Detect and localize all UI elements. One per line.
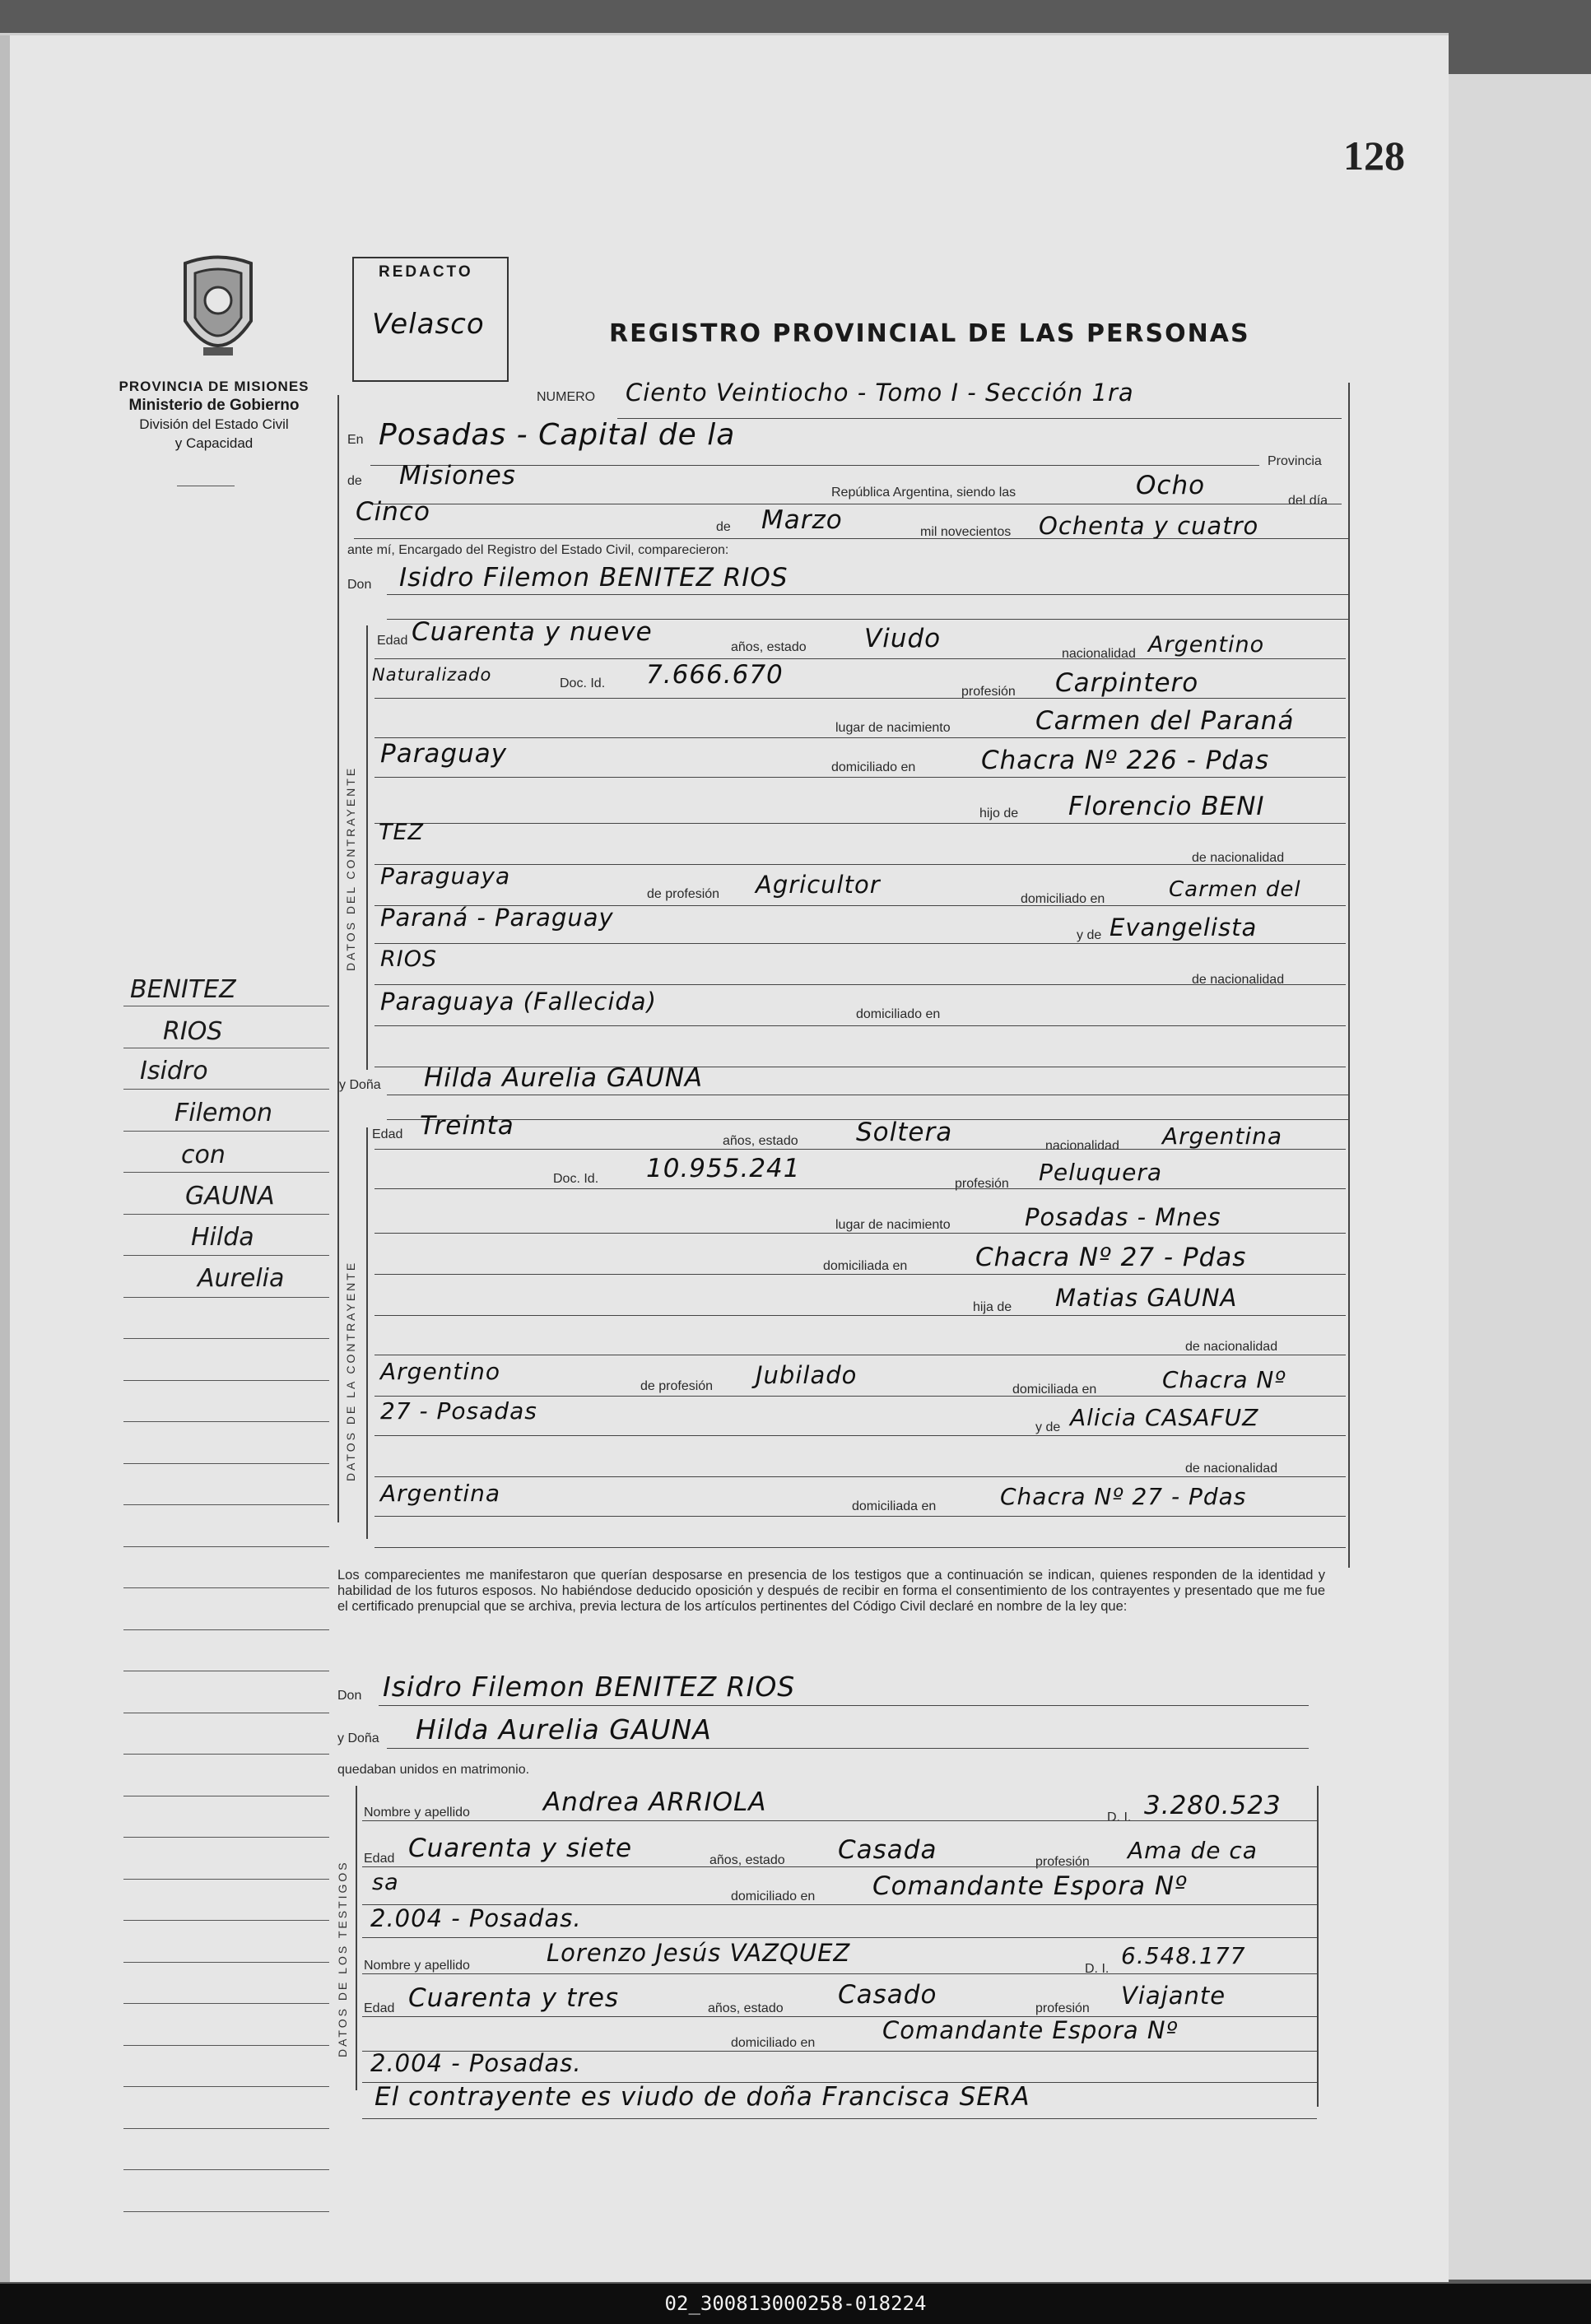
hw-c1-profesion: Carpintero	[1055, 668, 1199, 698]
contrayente-1-box	[366, 625, 368, 1070]
hw-c2-madre-nac: Argentina	[380, 1480, 501, 1507]
hw-c1-nacionalidad: Argentino	[1148, 632, 1265, 658]
line	[374, 984, 1346, 985]
hw-de-provincia: Misiones	[399, 461, 516, 490]
margin-rule-line	[123, 1463, 329, 1464]
label-hija-de: hija de	[973, 1300, 1012, 1314]
hw-mes: Marzo	[761, 505, 843, 535]
hw-t1-profesion2: sa	[372, 1870, 399, 1895]
line	[374, 777, 1346, 778]
page-number: 128	[1343, 132, 1405, 179]
margin-name-1: BENITEZ	[130, 975, 236, 1004]
hw-c1-padre-prof: Agricultor	[756, 871, 881, 899]
label-de-profesion-1: de profesión	[647, 887, 720, 901]
hw-dona: Hilda Aurelia GAUNA	[424, 1063, 704, 1093]
office-line-4: y Capacidad	[174, 435, 254, 451]
redacto-label: REDACTO	[379, 263, 473, 281]
hw-c2-madre: Alicia CASAFUZ	[1070, 1404, 1259, 1431]
hw-numero: Ciento Veintiocho - Tomo I - Sección 1ra	[626, 379, 1134, 407]
testigos-right	[1317, 1786, 1319, 2107]
line	[354, 538, 1350, 539]
label-don: Don	[347, 578, 372, 592]
margin-rule-line	[123, 1214, 329, 1215]
margin-rule-line	[123, 2003, 329, 2004]
redacto-signature: Velasco	[372, 308, 485, 341]
label-doc-2: Doc. Id.	[553, 1172, 599, 1186]
margin-rule-line	[123, 1920, 329, 1921]
label-numero: NUMERO	[537, 390, 596, 404]
line	[374, 1274, 1346, 1275]
hw-c1-naturalizado: Naturalizado	[372, 665, 492, 685]
margin-rule-line	[123, 2086, 329, 2087]
margin-rule-line	[123, 1837, 329, 1838]
margin-rule-line	[123, 1587, 329, 1588]
margin-name-3: Isidro	[140, 1057, 208, 1085]
margin-rule-line	[123, 2169, 329, 2170]
line	[374, 1476, 1346, 1477]
label-en: En	[347, 433, 364, 447]
label-anos-estado-t1: años, estado	[709, 1853, 785, 1867]
label-nacionalidad-1: nacionalidad	[1062, 647, 1136, 661]
frame-right	[1348, 383, 1350, 1568]
label-de-profesion-2: de profesión	[640, 1379, 714, 1393]
label-domiciliada-2: domiciliada en	[823, 1259, 908, 1273]
frame-left	[337, 395, 339, 1522]
file-id-bar: 02_300813000258-018224	[0, 2284, 1591, 2324]
line	[374, 943, 1346, 944]
hw-t1-profesion: Ama de ca	[1128, 1837, 1258, 1864]
label-mil-novecientos: mil novecientos	[920, 525, 1012, 539]
hw-c2-doc: 10.955.241	[646, 1154, 801, 1183]
line	[374, 1233, 1346, 1234]
label-de-nacionalidad-2b: de nacionalidad	[1185, 1462, 1278, 1476]
office-line-2: Ministerio de Gobierno	[128, 397, 300, 414]
hw-t1-edad: Cuarenta y siete	[408, 1834, 633, 1863]
label-anos-estado-2: años, estado	[723, 1134, 798, 1148]
line	[374, 864, 1346, 865]
document-title: REGISTRO PROVINCIAL DE LAS PERSONAS	[609, 319, 1250, 348]
page-stack-edge	[1449, 74, 1591, 2280]
margin-rule-line	[123, 1504, 329, 1505]
line	[374, 1435, 1346, 1436]
book-binding	[0, 35, 10, 2282]
label-doc-1: Doc. Id.	[560, 676, 606, 690]
hw-c2-estado: Soltera	[856, 1118, 953, 1147]
hw-c2-lugar-nac: Posadas - Mnes	[1025, 1203, 1221, 1231]
margin-rule-line	[123, 1754, 329, 1755]
label-domiciliado-padre-1: domiciliado en	[1021, 892, 1105, 906]
hw-c2-padre-nac: Argentino	[380, 1358, 501, 1385]
office-line-1: PROVINCIA DE MISIONES	[119, 379, 309, 394]
hw-c1-lugar-nac: Carmen del Paraná	[1035, 706, 1295, 736]
hw-t1-domicilio: Comandante Espora Nº	[872, 1871, 1188, 1901]
label-ante-mi: ante mí, Encargado del Registro del Estado Civil, comparecieron:	[347, 543, 729, 557]
hw-don: Isidro Filemon BENITEZ RIOS	[399, 563, 789, 593]
line	[374, 1149, 1346, 1150]
label-datos-contrayente-2: DATOS DE LA CONTRAYENTE	[344, 1260, 357, 1481]
label-y-de-1: y de	[1077, 928, 1102, 942]
margin-rule-line	[123, 2128, 329, 2129]
margin-name-4: Filemon	[174, 1099, 272, 1127]
label-de-nacionalidad-2: de nacionalidad	[1185, 1340, 1278, 1354]
legal-paragraph: Los comparecientes me manifestaron que querían desposarse en presencia de los testigos que a continuación se indican, quienes responden de la identidad y habilidad de los futuros esposos. No habiéndose deducido oposición y después de recibir en forma el consentimiento de los contrayentes y presentado que me fue el certificado prenupcial que se archiva, previa lectura de los artículos pertinentes del Código Civil declaré en nombre de la ley que:	[337, 1568, 1325, 1614]
label-datos-testigos: DATOS DE LOS TESTIGOS	[336, 1860, 349, 2057]
line	[374, 737, 1346, 738]
margin-rule-line	[123, 2211, 329, 2212]
margin-rule-line	[123, 1255, 329, 1256]
hw-c1-madre2: RIOS	[380, 946, 438, 972]
label-anos-estado-1: años, estado	[731, 640, 807, 654]
line	[374, 1516, 1346, 1517]
hw-t2-domicilio: Comandante Espora Nº	[882, 2016, 1179, 2044]
hw-decl-don: Isidro Filemon BENITEZ RIOS	[383, 1671, 796, 1703]
hw-c1-hijo-de: Florencio BENI	[1068, 792, 1265, 821]
margin-rule-line	[123, 1338, 329, 1339]
label-de-nacionalidad-1b: de nacionalidad	[1192, 973, 1285, 987]
hw-t1-estado: Casada	[838, 1835, 937, 1865]
margin-name-7: Hilda	[191, 1223, 254, 1252]
contrayente-2-box	[366, 1127, 368, 1539]
line	[362, 2118, 1317, 2119]
line	[374, 1396, 1346, 1397]
margin-rule-line	[123, 1421, 329, 1422]
hw-t2-estado: Casado	[838, 1980, 937, 2010]
hw-t1-di: 3.280.523	[1144, 1791, 1282, 1820]
label-hijo-de: hijo de	[979, 806, 1019, 820]
label-de-mes: de	[716, 520, 731, 534]
margin-rule-line	[123, 1089, 329, 1090]
line	[387, 1748, 1309, 1749]
margin-rule-line	[123, 1297, 329, 1298]
margin-rule-line	[123, 1172, 329, 1173]
label-profesion-1: profesión	[961, 685, 1016, 699]
hw-c1-edad: Cuarenta y nueve	[412, 617, 653, 647]
hw-en: Posadas - Capital de la	[379, 418, 736, 452]
label-lugar-nac-2: lugar de nacimiento	[835, 1218, 951, 1232]
hw-c2-padre-dom: Chacra Nº	[1162, 1366, 1286, 1393]
hw-t1-nombre: Andrea ARRIOLA	[543, 1787, 767, 1817]
label-de: de	[347, 474, 362, 488]
line	[362, 1866, 1317, 1867]
label-domiciliada-padre-2: domiciliada en	[1012, 1383, 1097, 1397]
hw-t2-di: 6.548.177	[1121, 1942, 1246, 1969]
hw-c1-padre-dom: Carmen del	[1169, 877, 1301, 902]
label-nacionalidad-2: nacionalidad	[1045, 1139, 1119, 1153]
label-edad-1: Edad	[377, 634, 408, 648]
margin-rule-line	[123, 1131, 329, 1132]
line	[362, 1937, 1317, 1938]
hw-t1-domicilio2: 2.004 - Posadas.	[370, 1904, 582, 1932]
label-domiciliado-1: domiciliado en	[831, 760, 916, 774]
redacto-box	[352, 257, 509, 382]
hw-c2-domicilio: Chacra Nº 27 - Pdas	[975, 1243, 1247, 1272]
hw-c1-madre-nac: Paraguaya (Fallecida)	[380, 988, 657, 1016]
label-nombre-t1: Nombre y apellido	[364, 1806, 470, 1820]
label-profesion-t1: profesión	[1035, 1855, 1090, 1869]
hw-c1-doc: 7.666.670	[646, 660, 784, 690]
margin-rule-line	[123, 1380, 329, 1381]
label-dona: y Doña	[339, 1078, 381, 1092]
hw-c2-edad: Treinta	[420, 1111, 514, 1141]
hw-dia: Cinco	[356, 497, 430, 527]
hw-c1-estado: Viudo	[864, 624, 942, 653]
margin-name-5: con	[181, 1141, 226, 1169]
label-del-dia: del día	[1288, 494, 1328, 508]
hw-c2-nacionalidad: Argentina	[1162, 1122, 1283, 1150]
hw-c2-profesion: Peluquera	[1039, 1159, 1163, 1186]
label-anos-estado-t2: años, estado	[708, 2001, 784, 2015]
hw-t2-profesion: Viajante	[1121, 1982, 1226, 2010]
label-edad-t2: Edad	[364, 2001, 395, 2015]
hw-nota: El contrayente es viudo de doña Francisca SERA	[374, 2082, 1030, 2112]
margin-name-8: Aurelia	[198, 1264, 285, 1293]
line	[374, 823, 1346, 824]
label-domiciliada-madre-2: domiciliada en	[852, 1499, 937, 1513]
hw-c2-hija-de: Matias GAUNA	[1055, 1284, 1238, 1312]
margin-name-6: GAUNA	[185, 1182, 275, 1211]
office-header	[95, 377, 333, 453]
label-di-t2: D. I.	[1085, 1962, 1110, 1976]
label-edad-t1: Edad	[364, 1852, 395, 1866]
hw-c1-padre-nac: Paraguaya	[380, 862, 511, 890]
label-de-nacionalidad-1: de nacionalidad	[1192, 851, 1285, 865]
hw-hora: Ocho	[1136, 471, 1206, 500]
label-don-decl: Don	[337, 1689, 362, 1703]
label-domiciliado-madre-1: domiciliado en	[856, 1007, 941, 1021]
hw-t2-domicilio2: 2.004 - Posadas.	[370, 2049, 582, 2077]
hw-c2-padre-dom2: 27 - Posadas	[380, 1397, 537, 1425]
margin-rule-line	[123, 1629, 329, 1630]
hw-c1-padre-dom2: Paraná - Paraguay	[380, 904, 614, 932]
line	[374, 658, 1346, 659]
margin-rule-line	[123, 2045, 329, 2046]
hw-c1-hijo-de2: TEZ	[379, 820, 425, 845]
hw-anio: Ochenta y cuatro	[1039, 512, 1259, 540]
line	[374, 698, 1346, 699]
label-lugar-nac-1: lugar de nacimiento	[835, 721, 951, 735]
hw-c2-madre-dom: Chacra Nº 27 - Pdas	[1000, 1483, 1247, 1510]
label-di-t1: D. I.	[1107, 1810, 1132, 1824]
margin-rule-line	[123, 1879, 329, 1880]
hw-c1-madre: Evangelista	[1110, 913, 1258, 941]
label-quedaban: quedaban unidos en matrimonio.	[337, 1763, 530, 1777]
line	[374, 1547, 1346, 1548]
label-y-de-2: y de	[1035, 1420, 1061, 1434]
label-nombre-t2: Nombre y apellido	[364, 1959, 470, 1973]
hw-c1-domicilio: Chacra Nº 226 - Pdas	[981, 746, 1270, 775]
label-domiciliado-t1: domiciliado en	[731, 1889, 816, 1903]
line	[379, 1705, 1309, 1706]
line	[362, 1820, 1317, 1821]
line	[362, 1973, 1317, 1974]
office-line-3: División del Estado Civil	[139, 416, 289, 432]
label-edad-2: Edad	[372, 1127, 403, 1141]
hw-c1-lugar-nac2: Paraguay	[380, 739, 508, 769]
margin-rule-line	[123, 1962, 329, 1963]
testigos-box	[356, 1786, 357, 2090]
hw-c2-padre-prof: Jubilado	[756, 1361, 858, 1389]
label-dona-decl: y Doña	[337, 1731, 379, 1745]
line	[374, 1315, 1346, 1316]
margin-name-2: RIOS	[163, 1017, 223, 1046]
label-profesion-t2: profesión	[1035, 2001, 1090, 2015]
provincial-seal-icon	[169, 255, 267, 370]
line	[374, 1188, 1346, 1189]
hw-t2-nombre: Lorenzo Jesús VAZQUEZ	[547, 1939, 851, 1967]
margin-rule-line	[123, 1546, 329, 1547]
hw-decl-dona: Hilda Aurelia GAUNA	[416, 1713, 712, 1745]
label-domiciliado-t2: domiciliado en	[731, 2036, 816, 2050]
line	[387, 594, 1350, 595]
label-provincia: Provincia	[1268, 454, 1322, 468]
label-datos-contrayente-1: DATOS DEL CONTRAYENTE	[344, 765, 357, 971]
hw-t2-edad: Cuarenta y tres	[408, 1983, 620, 2013]
label-profesion-2: profesión	[955, 1177, 1009, 1191]
line	[374, 1025, 1346, 1026]
label-republica: República Argentina, siendo las	[831, 486, 1016, 500]
